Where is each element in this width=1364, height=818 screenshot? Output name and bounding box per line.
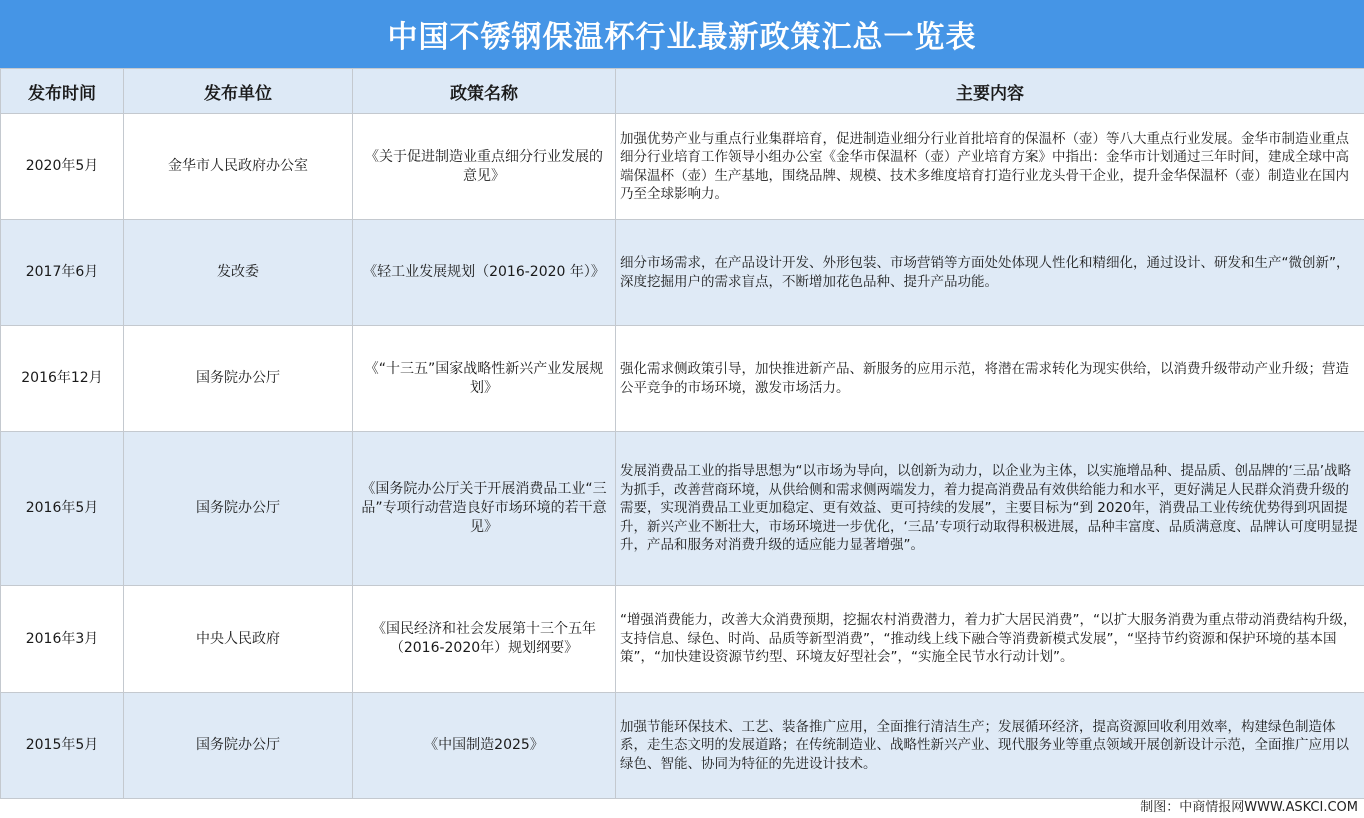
date-cell: 2016年3月	[1, 586, 124, 693]
content-cell: 细分市场需求，在产品设计开发、外形包装、市场营销等方面处处体现人性化和精细化，通过设计、研发和生产“微创新”，深度挖掘用户的需求盲点，不断增加花色品种、提升产品功能。	[616, 220, 1364, 326]
table-row	[1, 326, 1364, 432]
source-credit: 制图：中商情报网WWW.ASKCI.COM	[1140, 800, 1358, 815]
policy-cell: 《“十三五”国家战略性新兴产业发展规划》	[353, 326, 616, 432]
date-cell: 2015年5月	[1, 693, 124, 799]
table-header-row	[1, 69, 1364, 114]
issuer-cell: 发改委	[124, 220, 353, 326]
issuer-cell: 中央人民政府	[124, 586, 353, 693]
content-cell: 发展消费品工业的指导思想为“以市场为导向，以创新为动力，以企业为主体，以实施增品种、提品质、创品牌的‘三品’战略为抓手，改善营商环境，从供给侧和需求侧两端发力，着力提高消费品有效供给能力和水平，更好满足人民群众消费升级的需要，实现消费品工业更加稳定、更有效益、更可持续的发展”，主要目标为“到 2020年，消费品工业传统优势得到巩固提升，新兴产业不断壮大，市场环境进一步优化，‘三品’专项行动取得积极进展，品种丰富度、品质满意度、品牌认可度明显提升，产品和服务对消费升级的适应能力显著增强”。	[616, 432, 1364, 586]
content-cell: “增强消费能力，改善大众消费预期，挖掘农村消费潜力，着力扩大居民消费”，“以扩大服务消费为重点带动消费结构升级，支持信息、绿色、时尚、品质等新型消费”，“推动线上线下融合等消费新模式发展”，“坚持节约资源和保护环境的基本国策”，“加快建设资源节约型、环境友好型社会”，“实施全民节水行动计划”。	[616, 586, 1364, 693]
header-issuer: 发布单位	[124, 69, 353, 114]
issuer-cell: 国务院办公厅	[124, 693, 353, 799]
date-cell: 2017年6月	[1, 220, 124, 326]
date-cell: 2016年5月	[1, 432, 124, 586]
issuer-cell: 国务院办公厅	[124, 432, 353, 586]
issuer-cell: 国务院办公厅	[124, 326, 353, 432]
issuer-cell: 金华市人民政府办公室	[124, 114, 353, 220]
policy-cell: 《中国制造2025》	[353, 693, 616, 799]
policy-cell: 《国务院办公厅关于开展消费品工业“三品”专项行动营造良好市场环境的若干意见》	[353, 432, 616, 586]
policy-cell: 《关于促进制造业重点细分行业发展的意见》	[353, 114, 616, 220]
policy-cell: 《国民经济和社会发展第十三个五年（2016-2020年）规划纲要》	[353, 586, 616, 693]
content-cell: 加强节能环保技术、工艺、装备推广应用，全面推行清洁生产；发展循环经济，提高资源回收利用效率，构建绿色制造体系，走生态文明的发展道路；在传统制造业、战略性新兴产业、现代服务业等重点领域开展创新设计示范，全面推广应用以绿色、智能、协同为特征的先进设计技术。	[616, 693, 1364, 799]
content-cell: 强化需求侧政策引导，加快推进新产品、新服务的应用示范，将潜在需求转化为现实供给，以消费升级带动产业升级；营造公平竞争的市场环境，激发市场活力。	[616, 326, 1364, 432]
header-content: 主要内容	[616, 69, 1364, 114]
date-cell: 2016年12月	[1, 326, 124, 432]
header-policy: 政策名称	[353, 69, 616, 114]
policy-cell: 《轻工业发展规划（2016-2020 年）》	[353, 220, 616, 326]
table-row	[1, 586, 1364, 693]
header-date: 发布时间	[1, 69, 124, 114]
content-cell: 加强优势产业与重点行业集群培育，促进制造业细分行业首批培育的保温杯（壶）等八大重点行业发展。金华市制造业重点细分行业培育工作领导小组办公室《金华市保温杯（壶）产业培育方案》中指出：金华市计划通过三年时间，建成全球中高端保温杯（壶）生产基地，围绕品牌、规模、技术多维度培育打造行业龙头骨干企业，提升金华保温杯（壶）制造业在国内乃至全球影响力。	[616, 114, 1364, 220]
table-row	[1, 693, 1364, 799]
table-row	[1, 220, 1364, 326]
date-cell: 2020年5月	[1, 114, 124, 220]
page-title: 中国不锈钢保温杯行业最新政策汇总一览表	[0, 0, 1364, 68]
policy-table	[0, 68, 1364, 799]
table-row	[1, 432, 1364, 586]
table-row	[1, 114, 1364, 220]
